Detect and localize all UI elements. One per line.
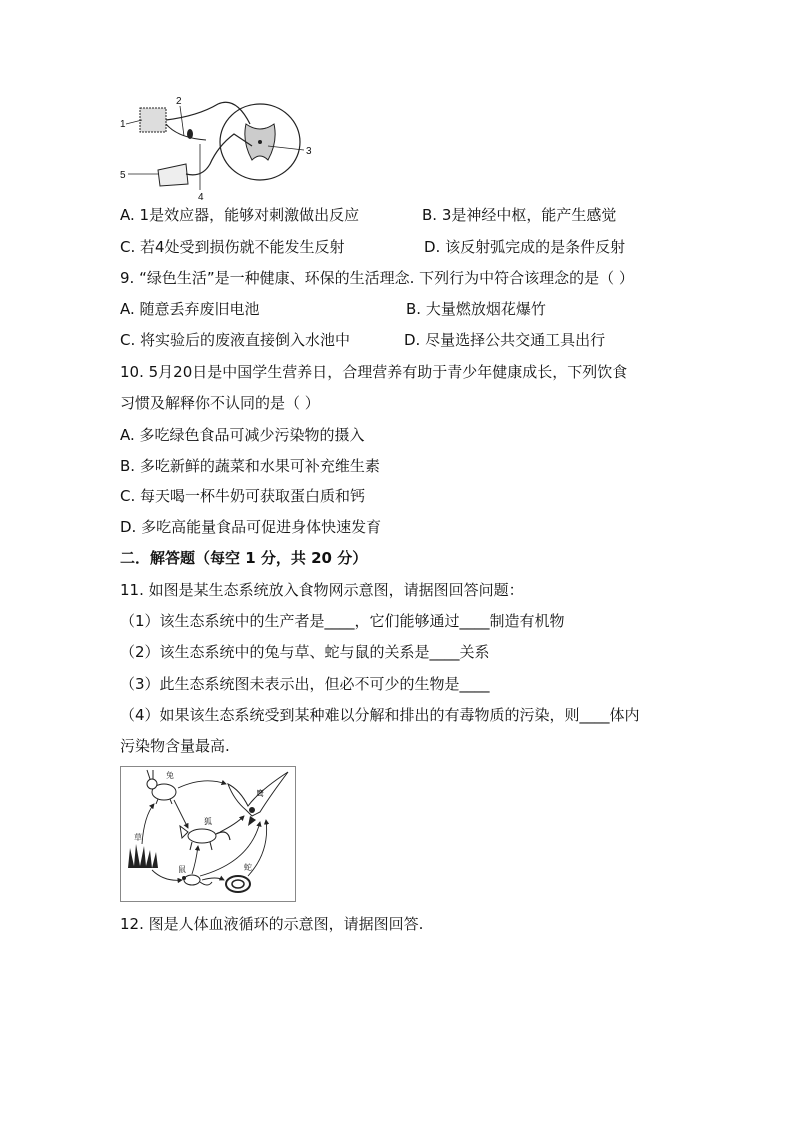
q8-option-a: A. 1是效应器，能够对刺激做出反应 bbox=[120, 206, 360, 224]
q11-sub4-line2: 污染物含量最高. bbox=[120, 737, 230, 755]
q8-option-d: D. 该反射弧完成的是条件反射 bbox=[424, 238, 626, 256]
q9-option-d: D. 尽量选择公共交通工具出行 bbox=[404, 331, 606, 349]
q11-sub1: （1）该生态系统中的生产者是____，它们能够通过____制造有机物 bbox=[120, 612, 565, 630]
reflex-label-3: 3 bbox=[306, 146, 312, 157]
q11-sub2: （2）该生态系统中的兔与草、蛇与鼠的关系是____关系 bbox=[120, 643, 490, 661]
q11-stem: 11. 如图是某生态系统放入食物网示意图，请据图回答问题： bbox=[120, 581, 524, 599]
q9-option-b: B. 大量燃放烟花爆竹 bbox=[406, 300, 546, 318]
q9-stem: 9. “绿色生活”是一种健康、环保的生活理念. 下列行为中符合该理念的是（ ） bbox=[120, 269, 634, 287]
reflex-label-4: 4 bbox=[198, 192, 204, 203]
foodweb-label-rabbit: 兔 bbox=[166, 771, 174, 780]
q9-option-c: C. 将实验后的废液直接倒入水池中 bbox=[120, 331, 351, 349]
q8-option-c: C. 若4处受到损伤就不能发生反射 bbox=[120, 238, 345, 256]
q10-option-b: B. 多吃新鲜的蔬菜和水果可补充维生素 bbox=[120, 457, 380, 475]
reflex-label-5: 5 bbox=[120, 170, 126, 181]
foodweb-label-fox: 狐 bbox=[204, 817, 212, 826]
q11-sub3: （3）此生态系统图未表示出，但必不可少的生物是____ bbox=[120, 675, 490, 693]
q8-option-b: B. 3是神经中枢，能产生感觉 bbox=[422, 206, 617, 224]
food-web-figure bbox=[120, 766, 296, 902]
q11-sub4-line1: （4）如果该生态系统受到某种难以分解和排出的有毒物质的污染，则____体内 bbox=[120, 706, 640, 724]
reflex-arc-figure bbox=[118, 94, 318, 204]
foodweb-label-eagle: 鹰 bbox=[256, 789, 264, 798]
foodweb-label-grass: 草 bbox=[134, 833, 142, 842]
q10-stem-line1: 10. 5月20日是中国学生营养日，合理营养有助于青少年健康成长，下列饮食 bbox=[120, 363, 628, 381]
q9-option-a: A. 随意丢弃废旧电池 bbox=[120, 300, 260, 318]
section-heading: 二．解答题（每空 1 分，共 20 分） bbox=[120, 549, 368, 567]
foodweb-label-mouse: 鼠 bbox=[178, 865, 186, 874]
q10-stem-line2: 习惯及解释你不认同的是（ ） bbox=[120, 394, 320, 412]
reflex-label-1: 1 bbox=[120, 119, 126, 130]
q10-option-d: D. 多吃高能量食品可促进身体快速发育 bbox=[120, 518, 382, 536]
reflex-label-2: 2 bbox=[176, 96, 182, 107]
foodweb-label-snake: 蛇 bbox=[244, 863, 252, 872]
q10-option-a: A. 多吃绿色食品可减少污染物的摄入 bbox=[120, 426, 365, 444]
q12-stem: 12. 图是人体血液循环的示意图，请据图回答. bbox=[120, 915, 424, 933]
q10-option-c: C. 每天喝一杯牛奶可获取蛋白质和钙 bbox=[120, 487, 366, 505]
